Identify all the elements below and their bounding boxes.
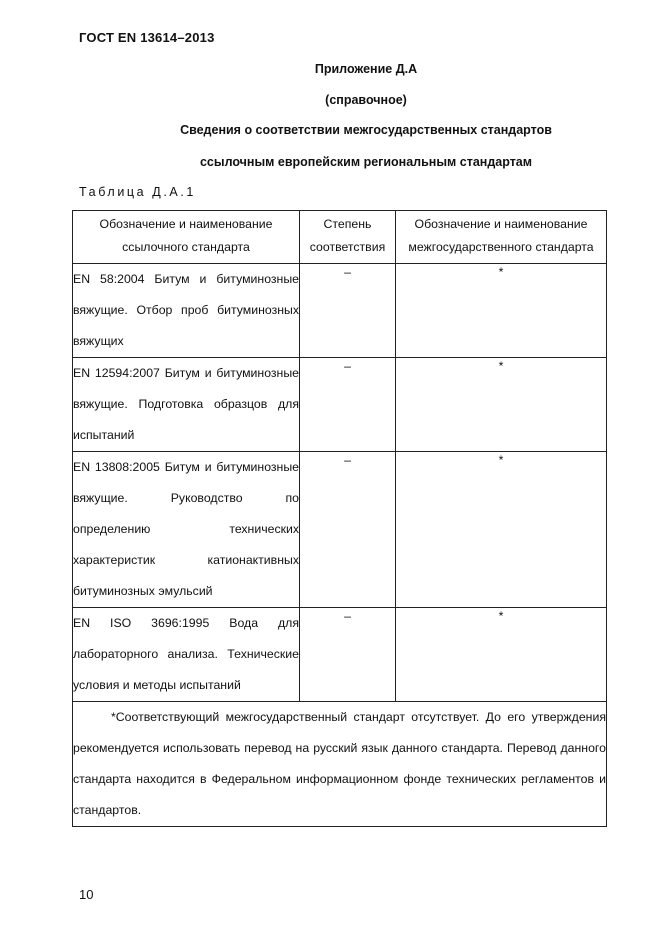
interstate-standard-cell: * [396, 264, 607, 358]
degree-cell: – [300, 264, 396, 358]
table-header-row [73, 211, 607, 264]
column-header-degree: Степень соответствия [300, 211, 396, 264]
table-footnote: *Соответствующий межгосударственный стандарт отсутствует. До его утверждения рекомендуется использовать перевод на русский язык данного стандарта. Перевод данного стандарта находится в Федеральном информационном фонде технических регламентов и стандартов. [73, 710, 606, 817]
degree-cell: – [300, 452, 396, 608]
reference-standard-cell: EN 12594:2007 Битум и битуминозные вяжущие. Подготовка образцов для испытаний [73, 358, 300, 452]
degree-cell: – [300, 358, 396, 452]
interstate-standard-cell: * [396, 608, 607, 702]
table-row [73, 608, 607, 702]
interstate-standard-cell: * [396, 358, 607, 452]
document-code: ГОСТ EN 13614–2013 [79, 30, 215, 45]
table-row [73, 264, 607, 358]
annex-title: Приложение Д.А [314, 62, 418, 76]
page-number: 10 [79, 887, 94, 902]
interstate-standard-cell: * [396, 452, 607, 608]
table-row [73, 358, 607, 452]
column-header-reference: Обозначение и наименование ссылочного стандарта [73, 211, 300, 264]
annex-kind: (справочное) [325, 93, 407, 107]
reference-standard-cell: EN 13808:2005 Битум и битуминозные вяжущие. Руководство по определению технических характеристик катионактивных битуминозных эмульсий [73, 452, 300, 608]
correspondence-table [72, 210, 607, 827]
annex-heading-line-2: ссылочным европейским региональным стандартам [199, 155, 533, 169]
column-header-interstate: Обозначение и наименование межгосударственного стандарта [396, 211, 607, 264]
degree-cell: – [300, 608, 396, 702]
reference-standard-cell: EN 58:2004 Битум и битуминозные вяжущие. Отбор проб битуминозных вяжущих [73, 264, 300, 358]
table-footnote-cell [73, 702, 607, 827]
table-row [73, 452, 607, 608]
annex-heading-line-1: Сведения о соответствии межгосударственных стандартов [180, 123, 552, 137]
reference-standard-cell: EN ISO 3696:1995 Вода для лабораторного анализа. Технические условия и методы испытаний [73, 608, 300, 702]
table-label: Таблица Д.А.1 [79, 185, 196, 199]
table-footnote-row [73, 702, 607, 827]
